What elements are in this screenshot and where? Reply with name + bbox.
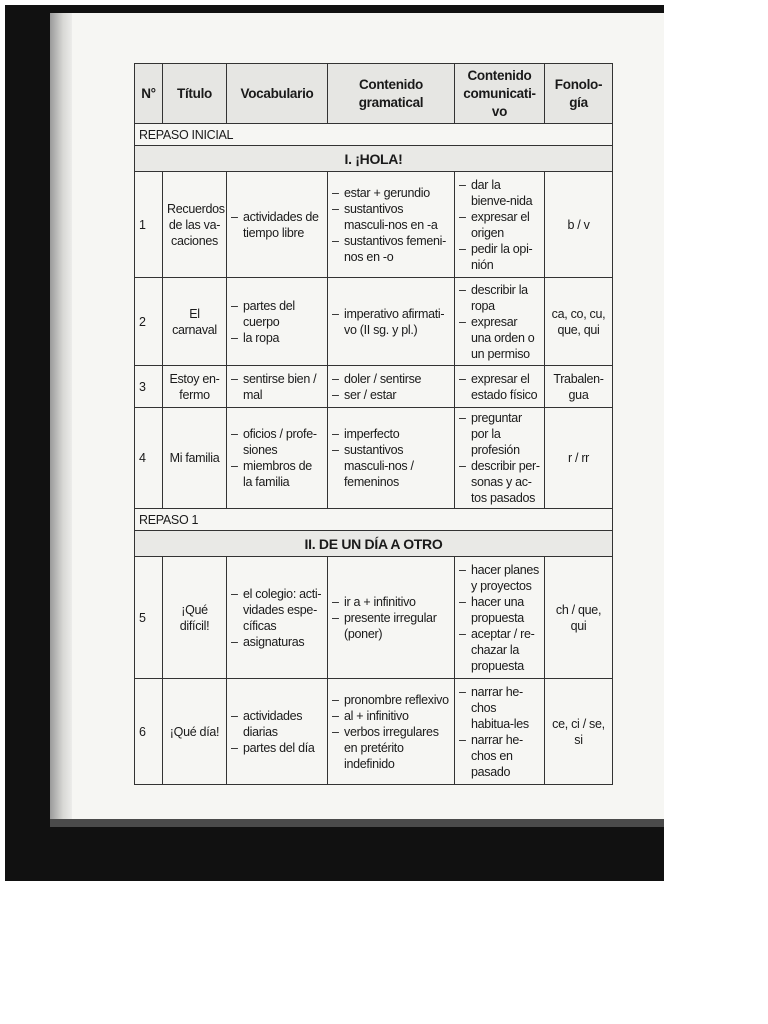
row-com	[455, 557, 545, 679]
list-item: – dar la bienve-nida	[459, 177, 540, 209]
table-row	[135, 408, 613, 509]
list-item: – narrar he-chos en pasado	[459, 732, 540, 780]
row-gram	[328, 679, 455, 785]
row-gram	[328, 278, 455, 366]
section-title: I. ¡HOLA!	[135, 146, 613, 172]
row-fono: ca, co, cu, que, qui	[545, 278, 613, 366]
row-vocab	[227, 679, 328, 785]
header-row	[135, 64, 613, 124]
header-comunicativo: Contenido comunicati-vo	[455, 64, 545, 124]
repaso-inicial: REPASO INICIAL	[135, 124, 613, 146]
list-item: – describir per-sonas y ac-tos pasados	[459, 458, 540, 506]
row-com	[455, 172, 545, 278]
book-spine	[50, 13, 72, 821]
row-vocab	[227, 408, 328, 509]
row-gram	[328, 172, 455, 278]
row-fono: b / v	[545, 172, 613, 278]
list-item: – asignaturas	[231, 634, 323, 650]
list-item: – hacer una propuesta	[459, 594, 540, 626]
table-row	[135, 366, 613, 408]
list-item: – expresar el origen	[459, 209, 540, 241]
header-fonologia: Fonolo-gía	[545, 64, 613, 124]
list-item: – expresar el estado físico	[459, 371, 540, 403]
repaso-1: REPASO 1	[135, 509, 613, 531]
list-item: – ser / estar	[332, 387, 450, 403]
list-item: – imperativo afirmati-vo (II sg. y pl.)	[332, 306, 450, 338]
repaso-row	[135, 509, 613, 531]
table-row	[135, 679, 613, 785]
section-row	[135, 146, 613, 172]
row-vocab	[227, 366, 328, 408]
row-fono: ce, ci / se, si	[545, 679, 613, 785]
row-num: 6	[135, 679, 163, 785]
list-item: – expresar una orden o un permiso	[459, 314, 540, 362]
row-com	[455, 278, 545, 366]
row-gram	[328, 366, 455, 408]
table-row	[135, 278, 613, 366]
row-fono: Trabalen-gua	[545, 366, 613, 408]
row-com	[455, 679, 545, 785]
list-item: – describir la ropa	[459, 282, 540, 314]
row-titulo: Recuerdos de las va-caciones	[163, 172, 227, 278]
row-titulo: Mi familia	[163, 408, 227, 509]
row-gram	[328, 408, 455, 509]
row-fono: ch / que, qui	[545, 557, 613, 679]
list-item: – actividades de tiempo libre	[231, 209, 323, 241]
list-item: – pronombre reflexivo	[332, 692, 450, 708]
row-num: 5	[135, 557, 163, 679]
row-num: 2	[135, 278, 163, 366]
section-row	[135, 531, 613, 557]
list-item: – ir a + infinitivo	[332, 594, 450, 610]
list-item: – doler / sentirse	[332, 371, 450, 387]
list-item: – miembros de la familia	[231, 458, 323, 490]
list-item: – estar + gerundio	[332, 185, 450, 201]
list-item: – preguntar por la profesión	[459, 410, 540, 458]
list-item: – aceptar / re-chazar la propuesta	[459, 626, 540, 674]
list-item: – imperfecto	[332, 426, 450, 442]
table-row	[135, 172, 613, 278]
header-titulo: Título	[163, 64, 227, 124]
list-item: – sustantivos femeni-nos en -o	[332, 233, 450, 265]
list-item: – actividades diarias	[231, 708, 323, 740]
row-titulo: ¡Qué día!	[163, 679, 227, 785]
header-vocabulario: Vocabulario	[227, 64, 328, 124]
list-item: – partes del cuerpo	[231, 298, 323, 330]
list-item: – sustantivos masculi-nos / femeninos	[332, 442, 450, 490]
row-com	[455, 366, 545, 408]
list-item: – narrar he-chos habitua-les	[459, 684, 540, 732]
row-titulo: El carnaval	[163, 278, 227, 366]
list-item: – presente irregular (poner)	[332, 610, 450, 642]
row-fono: r / rr	[545, 408, 613, 509]
list-item: – partes del día	[231, 740, 323, 756]
section-title: II. DE UN DÍA A OTRO	[135, 531, 613, 557]
list-item: – al + infinitivo	[332, 708, 450, 724]
row-titulo: ¡Qué difícil!	[163, 557, 227, 679]
row-vocab	[227, 278, 328, 366]
list-item: – pedir la opi-nión	[459, 241, 540, 273]
row-vocab	[227, 557, 328, 679]
repaso-row	[135, 124, 613, 146]
list-item: – la ropa	[231, 330, 323, 346]
list-item: – verbos irregulares en pretérito indefinido	[332, 724, 450, 772]
list-item: – el colegio: acti-vidades espe-cíficas	[231, 586, 323, 634]
list-item: – oficios / profe-siones	[231, 426, 323, 458]
header-gramatical: Contenido gramatical	[328, 64, 455, 124]
page-edge	[50, 819, 664, 827]
row-num: 3	[135, 366, 163, 408]
row-titulo: Estoy en-fermo	[163, 366, 227, 408]
row-com	[455, 408, 545, 509]
row-vocab	[227, 172, 328, 278]
syllabus-table	[134, 63, 613, 785]
list-item: – sentirse bien / mal	[231, 371, 323, 403]
list-item: – hacer planes y proyectos	[459, 562, 540, 594]
row-gram	[328, 557, 455, 679]
row-num: 4	[135, 408, 163, 509]
table-row	[135, 557, 613, 679]
header-num: N°	[135, 64, 163, 124]
row-num: 1	[135, 172, 163, 278]
list-item: – sustantivos masculi-nos en -a	[332, 201, 450, 233]
